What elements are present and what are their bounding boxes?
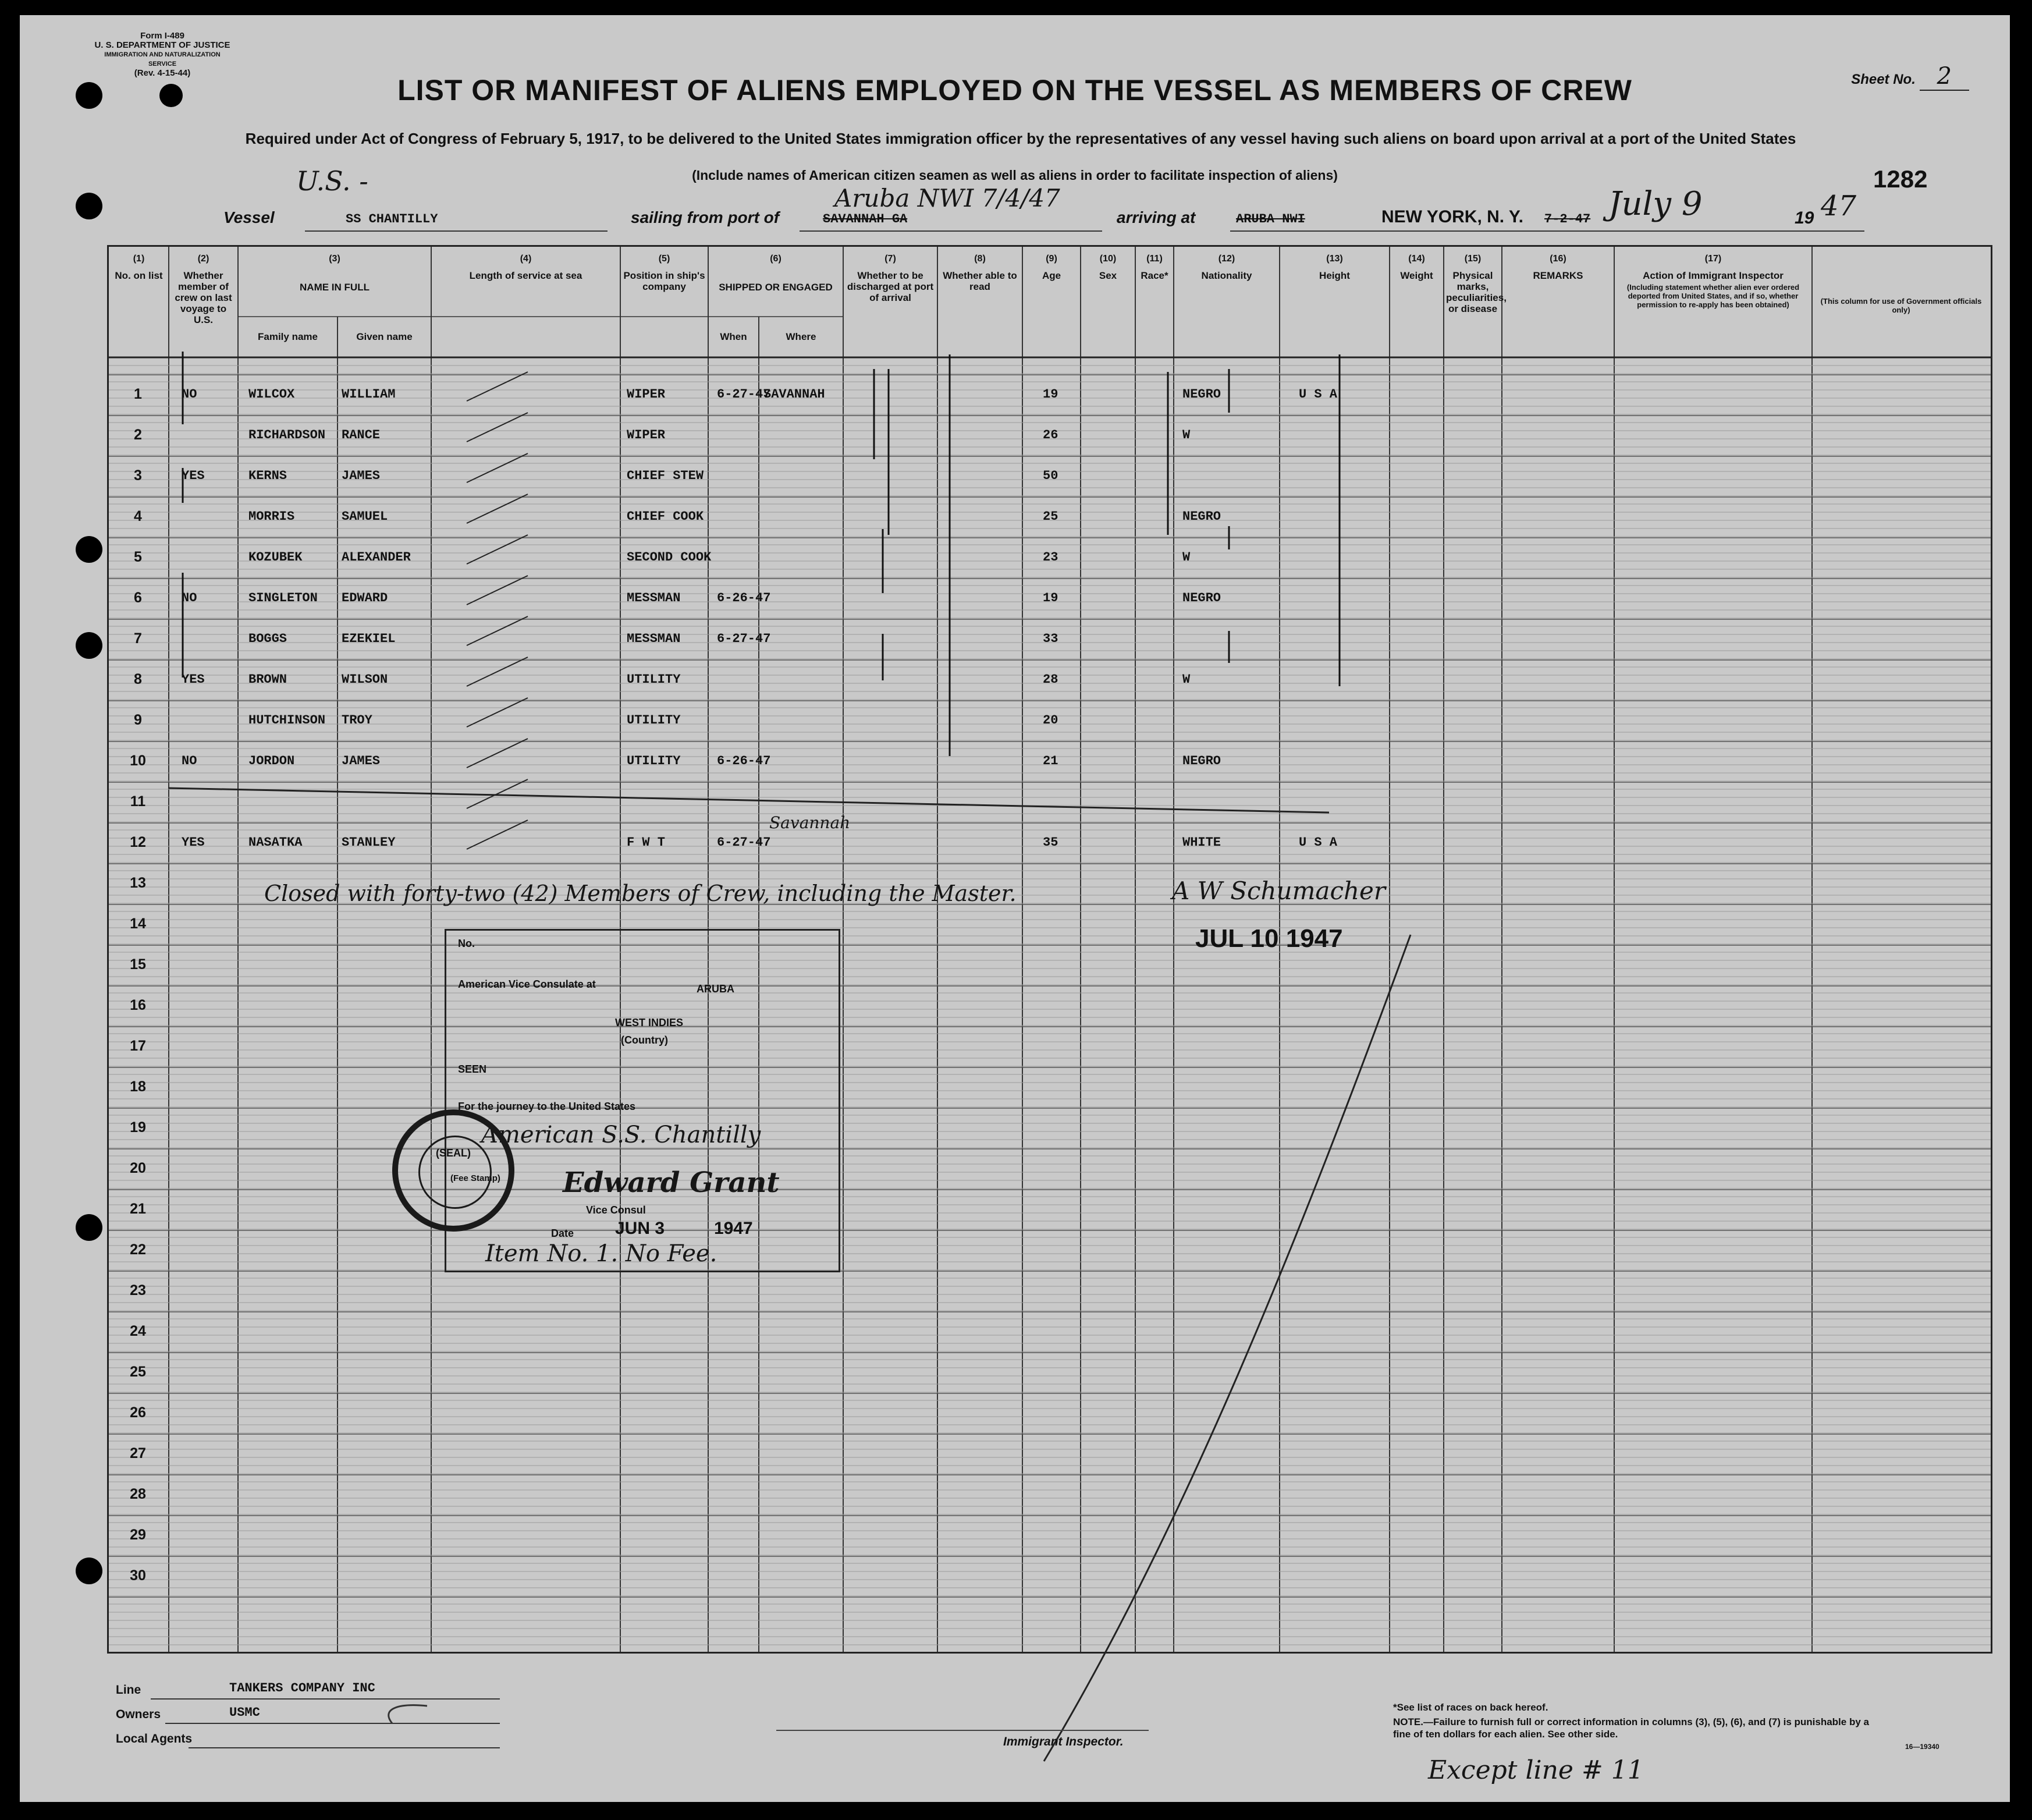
row-number: 9: [134, 712, 142, 728]
row-number: 28: [130, 1486, 146, 1502]
row-number: 21: [130, 1201, 146, 1217]
cell-given-name: EZEKIEL: [342, 631, 396, 646]
cell-age: 35: [1043, 835, 1058, 850]
column-header-14: Weight: [1400, 270, 1433, 281]
arrival-year-prefix: 19: [1795, 208, 1814, 228]
us-annotation: U.S. -: [296, 165, 368, 197]
cell-family-name: WILCOX: [248, 387, 295, 402]
manifest-sheet: [20, 15, 2010, 1802]
cell-family-name: JORDON: [248, 754, 295, 768]
column-number-1: (1): [133, 254, 145, 264]
row-number: 11: [130, 793, 146, 810]
column-header-7: Whether to be discharged at port of arrival: [847, 270, 934, 303]
row-number: 8: [134, 671, 142, 687]
column-number-13: (13): [1326, 254, 1343, 264]
form-code: 1282: [1873, 165, 1928, 193]
cell-race: NEGRO: [1182, 509, 1221, 524]
column-header-1: No. on list: [115, 270, 163, 281]
cell-shipped-when: 6-26-47: [717, 591, 771, 605]
footer-line-value: TANKERS COMPANY INC: [229, 1681, 375, 1695]
inspector-note: (This column for use of Government officials only): [1820, 297, 1982, 314]
cell-position: UTILITY: [627, 713, 681, 728]
row-number: 23: [130, 1282, 146, 1299]
subheader-given-name: Given name: [356, 331, 413, 342]
stamp-year-value: 1947: [714, 1219, 753, 1238]
arrival-date-handwritten: July 9: [1608, 185, 1703, 223]
column-number-2: (2): [197, 254, 209, 264]
stamp-vessel-handwritten: American S.S. Chantilly: [481, 1122, 761, 1148]
stamp-consulate-label: American Vice Consulate at: [458, 978, 596, 990]
cell-last-voyage: NO: [182, 591, 197, 605]
stamp-journey: For the journey to the United States: [458, 1101, 636, 1112]
footer-owners-label: Owners: [116, 1708, 161, 1721]
stamp-country-value: WEST INDIES: [615, 1017, 684, 1028]
column-header-8: Whether able to read: [943, 270, 1017, 292]
column-header-3: NAME IN FULL: [300, 282, 370, 293]
footer-owners-value: USMC: [229, 1705, 260, 1720]
include-note: (Include names of American citizen seamen as well as aliens in order to facilitate inspection of aliens): [692, 168, 1338, 183]
cell-last-voyage: NO: [182, 387, 197, 402]
row-number: 26: [130, 1404, 146, 1421]
cell-position: MESSMAN: [627, 591, 681, 605]
cell-shipped-when: 6-26-47: [717, 754, 771, 768]
row-number: 22: [130, 1241, 146, 1258]
service-name: IMMIGRATION AND NATURALIZATION SERVICE: [104, 51, 221, 68]
cell-given-name: EDWARD: [342, 591, 388, 605]
row-number: 19: [130, 1119, 146, 1136]
column-number-3: (3): [329, 254, 340, 264]
column-number-4: (4): [520, 254, 532, 264]
cell-shipped-when: 6-27-47: [717, 631, 771, 646]
column-number-11: (11): [1146, 254, 1163, 264]
pen-stroke: [20, 15, 2010, 1802]
column-header-4: Length of service at sea: [469, 270, 582, 281]
cell-family-name: NASATKA: [248, 835, 303, 850]
column-header-16: REMARKS: [1533, 270, 1583, 281]
column-number-5: (5): [658, 254, 670, 264]
sheet-number-value: 2: [1920, 63, 1969, 91]
closed-note: Closed with forty-two (42) Members of Crew, including the Master.: [264, 881, 1017, 906]
cell-family-name: BOGGS: [248, 631, 287, 646]
cell-age: 50: [1043, 469, 1058, 483]
cell-given-name: STANLEY: [342, 835, 396, 850]
stamp-date-value: JUN 3: [615, 1219, 665, 1238]
column-number-12: (12): [1218, 254, 1235, 264]
cell-family-name: KERNS: [248, 469, 287, 483]
cell-position: SECOND COOK: [627, 550, 712, 565]
column-number-7: (7): [884, 254, 896, 264]
cell-race: W: [1182, 428, 1191, 442]
cell-last-voyage: YES: [182, 672, 205, 687]
stamp-country-label: (Country): [621, 1034, 668, 1046]
subheader-when: When: [720, 331, 747, 342]
arrival-struck: ARUBA NWI: [1236, 212, 1305, 226]
row-number: 4: [134, 508, 142, 524]
column-header-9: Age: [1042, 270, 1061, 281]
column-header-17: Action of Immigrant Inspector: [1643, 270, 1784, 281]
revision-date: (Rev. 4-15-44): [134, 68, 191, 78]
stamp-seen: SEEN: [458, 1063, 487, 1075]
form-title: LIST OR MANIFEST OF ALIENS EMPLOYED ON THE VESSEL AS MEMBERS OF CREW: [397, 74, 1632, 107]
cell-given-name: SAMUEL: [342, 509, 388, 524]
cell-family-name: SINGLETON: [248, 591, 318, 605]
row-number: 15: [130, 956, 146, 973]
form-number: Form I-489: [140, 31, 184, 41]
cell-family-name: BROWN: [248, 672, 287, 687]
row-number: 20: [130, 1160, 146, 1176]
row-number: 7: [134, 630, 142, 647]
cell-shipped-where: SAVANNAH: [763, 387, 825, 402]
cell-given-name: JAMES: [342, 469, 381, 483]
cell-shipped-where: Savannah: [769, 813, 851, 832]
column-number-16: (16): [1550, 254, 1566, 264]
cell-given-name: ALEXANDER: [342, 550, 411, 565]
cell-last-voyage: YES: [182, 469, 205, 483]
item-note: Item No. 1. No Fee.: [485, 1240, 717, 1267]
cell-race: NEGRO: [1182, 591, 1221, 605]
row-number: 30: [130, 1567, 146, 1584]
footer-line-label: Line: [116, 1683, 141, 1697]
row-number: 12: [130, 834, 146, 850]
cell-age: 19: [1043, 591, 1058, 605]
footer-agents-label: Local Agents: [116, 1732, 193, 1746]
cell-shipped-when: 6-27-47: [717, 835, 771, 850]
row-number: 5: [134, 549, 142, 565]
cell-nationality: U S A: [1299, 387, 1338, 402]
cell-given-name: TROY: [342, 713, 372, 728]
cell-age: 21: [1043, 754, 1058, 768]
cell-age: 26: [1043, 428, 1058, 442]
cell-family-name: RICHARDSON: [248, 428, 326, 442]
remarks-note: (Including statement whether alien ever ordered deported from United States, and if so, whether permission to re-apply has been obtained): [1626, 283, 1800, 309]
penalty-note: NOTE.—Failure to furnish full or correct information in columns (3), (5), (6), and (7) is punishable by a fine of ten dollars for each alien. See other side.: [1393, 1716, 1869, 1740]
column-number-9: (9): [1046, 254, 1057, 264]
arriving-label: arriving at: [1117, 208, 1196, 226]
row-number: 10: [130, 753, 146, 769]
column-header-5: Position in ship's company: [623, 270, 705, 292]
stamp-consulate-place: ARUBA: [697, 983, 734, 995]
cell-position: MESSMAN: [627, 631, 681, 646]
master-signature: A W Schumacher: [1172, 877, 1386, 905]
cell-age: 23: [1043, 550, 1058, 565]
cell-position: WIPER: [627, 428, 666, 442]
column-number-10: (10): [1099, 254, 1117, 264]
cell-given-name: JAMES: [342, 754, 381, 768]
row-number: 24: [130, 1323, 146, 1339]
cell-family-name: MORRIS: [248, 509, 295, 524]
fee-stamp-label: (Fee Stamp): [450, 1173, 500, 1183]
sailing-port-struck: SAVANNAH GA: [823, 212, 908, 226]
subheader-where: Where: [786, 331, 816, 342]
stamp-no-label: No.: [458, 938, 475, 949]
arrival-port: NEW YORK, N. Y.: [1381, 207, 1523, 226]
column-number-6: (6): [770, 254, 781, 264]
cell-race: NEGRO: [1182, 754, 1221, 768]
row-number: 25: [130, 1364, 146, 1380]
row-number: 27: [130, 1445, 146, 1461]
column-number-8: (8): [974, 254, 986, 264]
cell-age: 28: [1043, 672, 1058, 687]
cell-age: 25: [1043, 509, 1058, 524]
cell-shipped-when: 6-27-47: [717, 387, 771, 402]
sailing-port-handwritten: Aruba NWI 7/4/47: [834, 184, 1060, 212]
cell-position: F W T: [627, 835, 666, 850]
sheet-number-label: Sheet No.: [1851, 72, 1916, 87]
row-number: 6: [134, 590, 142, 606]
column-header-13: Height: [1319, 270, 1350, 281]
row-number: 2: [134, 427, 142, 443]
subheader-family-name: Family name: [258, 331, 318, 342]
cell-given-name: WILSON: [342, 672, 388, 687]
cell-position: UTILITY: [627, 672, 681, 687]
immigrant-inspector-label: Immigrant Inspector.: [1003, 1735, 1124, 1748]
cell-position: CHIEF STEW: [627, 469, 704, 483]
vessel-name: SS CHANTILLY: [346, 212, 438, 226]
column-header-6: SHIPPED OR ENGAGED: [719, 282, 833, 293]
column-number-15: (15): [1464, 254, 1482, 264]
consul-signature: Edward Grant: [563, 1166, 780, 1199]
department-name: U. S. DEPARTMENT OF JUSTICE: [94, 40, 230, 50]
stamp-date-label: Date: [551, 1227, 574, 1239]
cell-family-name: HUTCHINSON: [248, 713, 326, 728]
row-number: 3: [134, 467, 142, 484]
except-note: Except line # 11: [1428, 1755, 1644, 1785]
row-number: 1: [134, 386, 142, 402]
cell-race: W: [1182, 672, 1191, 687]
column-header-10: Sex: [1099, 270, 1117, 281]
column-header-12: Nationality: [1201, 270, 1252, 281]
cell-age: 20: [1043, 713, 1058, 728]
cell-position: UTILITY: [627, 754, 681, 768]
received-date-stamp: JUL 10 1947: [1195, 924, 1343, 953]
sailing-label: sailing from port of: [631, 208, 780, 226]
cell-age: 33: [1043, 631, 1058, 646]
cell-given-name: RANCE: [342, 428, 381, 442]
cell-age: 19: [1043, 387, 1058, 402]
cell-family-name: KOZUBEK: [248, 550, 303, 565]
cell-position: WIPER: [627, 387, 666, 402]
column-header-15: Physical marks, peculiarities, or disease: [1446, 270, 1507, 314]
column-number-14: (14): [1408, 254, 1425, 264]
arrival-date-struck: 7-2-47: [1544, 212, 1591, 226]
arrival-year-suffix: 47: [1821, 190, 1857, 222]
column-number-17: (17): [1704, 254, 1722, 264]
row-number: 14: [130, 916, 146, 932]
cell-last-voyage: YES: [182, 835, 205, 850]
print-code: 16—19340: [1905, 1743, 1939, 1751]
seal-label: (SEAL): [436, 1147, 471, 1159]
cell-nationality: U S A: [1299, 835, 1338, 850]
column-header-11: Race*: [1141, 270, 1168, 281]
row-number: 17: [130, 1038, 146, 1054]
cell-race: W: [1182, 550, 1191, 565]
row-number: 16: [130, 997, 146, 1013]
cell-position: CHIEF COOK: [627, 509, 704, 524]
column-header-2: Whether member of crew on last voyage to U.S.: [175, 270, 232, 325]
races-note: *See list of races on back hereof.: [1393, 1702, 1548, 1713]
cell-given-name: WILLIAM: [342, 387, 396, 402]
cell-last-voyage: NO: [182, 754, 197, 768]
cell-race: WHITE: [1182, 835, 1221, 850]
stamp-consul-label: Vice Consul: [586, 1204, 646, 1216]
vessel-label: Vessel: [223, 208, 275, 226]
row-number: 29: [130, 1527, 146, 1543]
row-number: 13: [130, 875, 146, 891]
requirement-statement: Required under Act of Congress of February 5, 1917, to be delivered to the United States immigration officer by the representatives of any vessel having such aliens on board upon arrival at a port of the United States: [245, 130, 1796, 147]
row-number: 18: [130, 1078, 146, 1095]
cell-race: NEGRO: [1182, 387, 1221, 402]
